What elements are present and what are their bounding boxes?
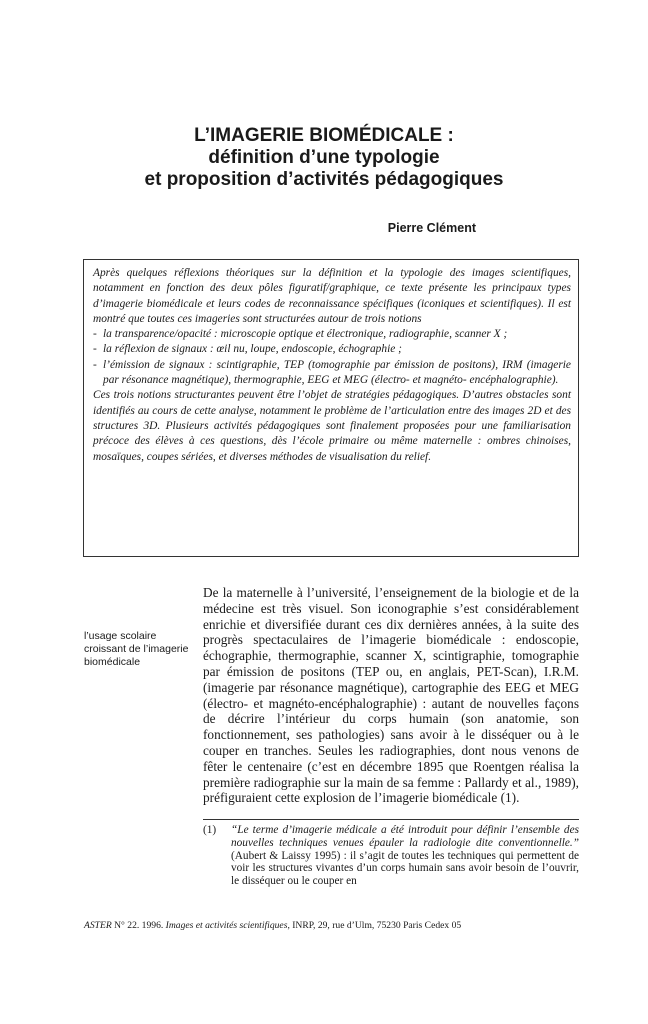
footer-publisher: , INRP, 29, rue d’Ulm, 75230 Paris Cedex 05	[287, 920, 462, 931]
abstract-notion-list	[93, 327, 571, 388]
margin-note: l’usage scolaire croissant de l’imagerie biomédicale	[84, 630, 189, 668]
abstract-box	[83, 259, 579, 557]
body-paragraph: De la maternelle à l’université, l’enseignement de la biologie et de la médecine est très visuel. Son iconographie s’est considérablement enrichie et diversifiée durant ces dix dernières années, à la suite des progrès spectaculaires de l’imagerie biomédicale : endoscopie, échographie, thermographie, scanner X, scintigraphie, tomographie par émission de positons (TEP ou, en anglais, PET-Scan), I.R.M. (imagerie par résonance magnétique), cartographie des EEG et MEG (électro- et magnéto-encéphalographie) : autant de nouvelles façons de décrire l’intérieur du corps humain (son anatomie, son fonctionnement, ses pathologies) sans avoir à le disséquer ou à le couper en tranches. Seules les radiographies, dont nous venons de fêter le centenaire (c’est en décembre 1895 que Roentgen réalisa la première radiographie sur la main de sa femme : Pallardy et al., 1989), préfiguraient cette explosion de l’imagerie biomédicale (1).	[203, 585, 579, 806]
footnote	[203, 824, 579, 888]
footnote-body	[231, 824, 579, 888]
footer-issue: N° 22. 1996.	[114, 920, 164, 931]
footer-journal: ASTER	[84, 920, 112, 931]
article-title	[100, 125, 548, 191]
running-footer	[84, 920, 584, 931]
abstract-conclusion: Ces trois notions structurantes peuvent être l’objet de stratégies pédagogiques. D’autres obstacles sont identifiés au cours de cette analyse, notamment le problème de l’articulation entre des images 2D et des structures 3D. Plusieurs activités pédagogiques sont finalement proposées pour une familiarisation précoce des élèves à ces questions, dès l’école primaire ou même maternelle : ombres chinoises, mosaïques, coupes sériées, et diverses méthodes de visualisation du relief.	[93, 389, 571, 463]
author-name: Pierre Clément	[387, 221, 476, 235]
footer-issue-title: Images et activités scientifiques	[165, 920, 288, 931]
abstract-notion-item: - l’émission de signaux : scintigraphie, TEP (tomographie par émission de positons), IRM (imagerie par résonance magnétique), thermographie, EEG et MEG (électro- et magnéto- encéphalographie).	[93, 358, 571, 389]
title-line-2: définition d’une typologie	[208, 147, 440, 168]
footnote-text: (Aubert & Laissy 1995) : il s’agit de toutes les techniques qui permettent de voir les structures vivantes d’un corps humain sans avoir besoin de l’ouvrir, le disséquer ou le couper en	[231, 849, 579, 888]
title-line-1: L’IMAGERIE BIOMÉDICALE :	[194, 125, 454, 146]
footnote-marker: (1)	[203, 824, 217, 836]
title-line-3: et proposition d’activités pédagogiques	[144, 169, 504, 190]
footnote-separator	[203, 819, 579, 820]
abstract-notion-item: - la transparence/opacité : microscopie optique et électronique, radiographie, scanner X ;	[93, 327, 571, 342]
footnote-quote: “Le terme d’imagerie médicale a été introduit pour définir l’ensemble des nouvelles techniques venues épauler la radiologie dite conventionnelle.”	[231, 824, 579, 849]
abstract-notion-item: - la réflexion de signaux : œil nu, loupe, endoscopie, échographie ;	[93, 342, 571, 357]
abstract-intro: Après quelques réflexions théoriques sur la définition et la typologie des images scientifiques, notamment en fonction des deux pôles figuratif/graphique, ce texte présente les principaux types d’imagerie biomédicale et leurs codes de reconnaissance spécifiques (iconiques et scientifiques). Il est montré que toutes ces imageries sont structurées autour de trois notions	[93, 267, 571, 325]
